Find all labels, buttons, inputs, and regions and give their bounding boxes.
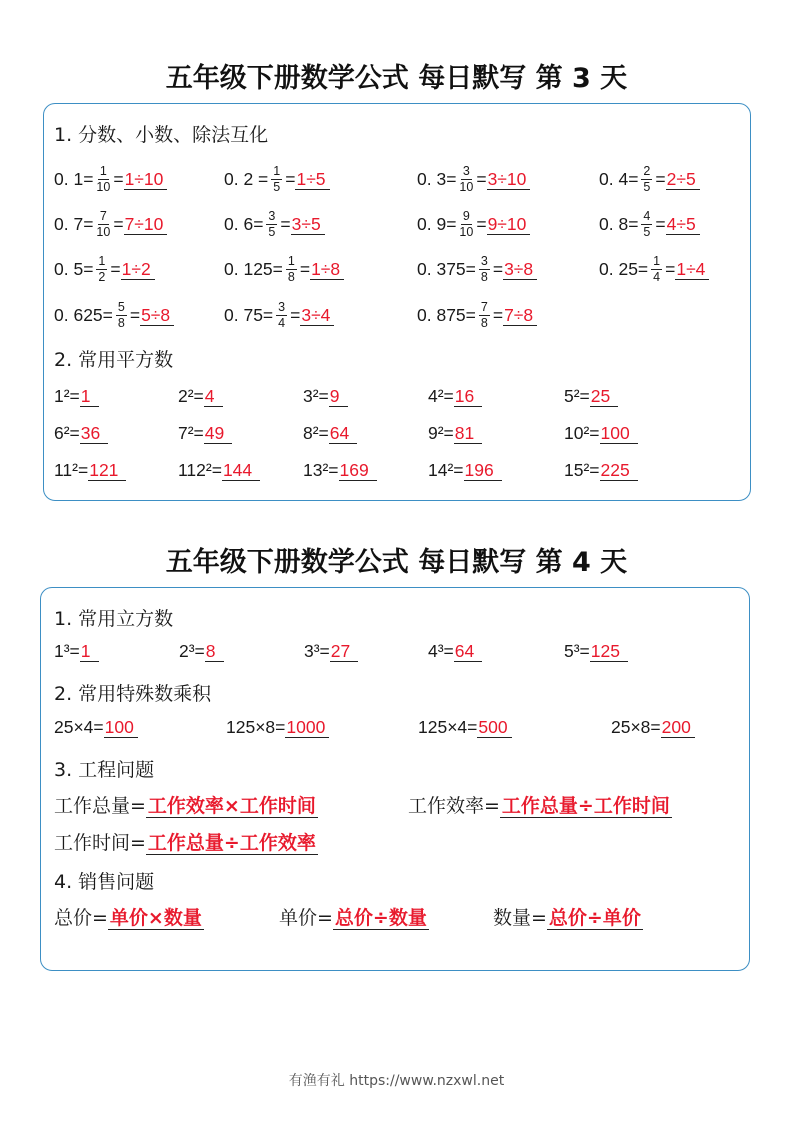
division-answer: 4÷5: [666, 214, 700, 235]
division-answer: 3÷4: [300, 305, 334, 326]
sales-formula: [54, 903, 204, 930]
numerator: 1: [98, 253, 106, 268]
denominator: 10: [459, 224, 474, 239]
division-answer: 5÷8: [140, 305, 174, 326]
decimal-label: 0. 9=: [417, 213, 457, 234]
square-item: [54, 386, 99, 407]
cube-answer: 64: [454, 641, 482, 662]
square-item: [178, 460, 260, 481]
denominator: 4: [278, 315, 286, 330]
division-answer: 1÷10: [124, 169, 168, 190]
product-answer: 200: [661, 717, 695, 738]
square-answer: 100: [600, 423, 638, 444]
square-expression: 5²=: [564, 386, 590, 406]
fraction: [116, 301, 127, 330]
equals-sign: =: [665, 258, 676, 279]
square-item: [428, 423, 482, 444]
square-item: [178, 386, 223, 407]
product-item: [611, 717, 695, 738]
section-heading-engineering: 3. 工程问题: [54, 759, 155, 781]
decimal-label: 0. 8=: [599, 213, 639, 234]
decimal-label: 0. 3=: [417, 168, 457, 189]
denominator: 5: [643, 224, 651, 239]
engineering-formula: [54, 791, 318, 818]
numerator: 7: [99, 208, 107, 223]
square-expression: 15²=: [564, 460, 600, 480]
product-item: [54, 717, 138, 738]
cube-answer: 1: [80, 641, 99, 662]
fraction: [641, 165, 652, 194]
formula-answer: 工作效率×工作时间: [147, 795, 316, 817]
division-answer: 9÷10: [487, 214, 531, 235]
equals-sign: =: [290, 304, 301, 325]
equals-sign: =: [280, 213, 291, 234]
section-heading-sales: 4. 销售问题: [54, 871, 155, 893]
denominator: 8: [480, 269, 488, 284]
square-answer: 25: [590, 386, 618, 407]
equals-sign: =: [285, 168, 296, 189]
denominator: 5: [268, 224, 276, 239]
square-expression: 10²=: [564, 423, 600, 443]
square-answer: 1: [80, 386, 99, 407]
equals-sign: =: [476, 168, 487, 189]
equals-sign: =: [129, 304, 141, 325]
product-item: [226, 717, 329, 738]
footer-watermark: 有渔有礼 https://www.nzxwl.net: [288, 1073, 505, 1089]
square-item: [564, 460, 638, 481]
fraction: [266, 210, 277, 239]
square-answer: 9: [329, 386, 348, 407]
formula-answer: 总价÷单价: [548, 907, 641, 929]
square-answer: 169: [339, 460, 377, 481]
decimal-label: 0. 75=: [224, 304, 274, 325]
square-item: [303, 386, 348, 407]
decimal-label: 0. 7=: [54, 213, 94, 234]
equals-sign: =: [110, 258, 121, 279]
square-item: [303, 423, 357, 444]
cube-item: [564, 641, 628, 662]
division-answer: 1÷8: [310, 259, 344, 280]
fraction: [96, 210, 110, 239]
formula-label: 单价=: [279, 907, 333, 929]
day3-box: [43, 103, 751, 501]
engineering-formula: [408, 791, 672, 818]
decimal-label: 0. 5=: [54, 258, 94, 279]
square-item: [564, 423, 638, 444]
square-answer: 196: [464, 460, 502, 481]
denominator: 5: [273, 179, 281, 194]
square-answer: 225: [600, 460, 638, 481]
square-expression: 7²=: [178, 423, 204, 443]
formula-label: 工作效率=: [408, 795, 500, 817]
square-answer: 121: [88, 460, 126, 481]
cube-item: [54, 641, 99, 662]
equals-sign: =: [492, 304, 504, 325]
square-expression: 8²=: [303, 423, 329, 443]
numerator: 2: [643, 163, 651, 178]
denominator: 10: [459, 179, 474, 194]
square-answer: 81: [454, 423, 482, 444]
fraction-item: [54, 159, 167, 199]
square-item: [54, 460, 126, 481]
division-answer: 3÷8: [503, 259, 537, 280]
engineering-formula: [54, 828, 318, 855]
numerator: 5: [117, 299, 125, 314]
fraction-item: [54, 249, 155, 289]
section-heading-cubes: 1. 常用立方数: [54, 608, 174, 630]
formula-label: 总价=: [54, 907, 108, 929]
fraction: [459, 210, 473, 239]
fraction: [479, 255, 490, 284]
square-item: [564, 386, 618, 407]
equals-sign: =: [113, 213, 124, 234]
decimal-label: 0. 375=: [417, 258, 476, 279]
decimal-label: 0. 25=: [599, 258, 649, 279]
fraction-item: [224, 295, 334, 335]
fraction: [651, 255, 662, 284]
page-title-day3: 五年级下册数学公式 每日默写 第 3 天: [165, 63, 628, 94]
product-answer: 1000: [285, 717, 329, 738]
square-item: [54, 423, 108, 444]
division-answer: 3÷5: [291, 214, 325, 235]
sales-formula: [493, 903, 643, 930]
equals-sign: =: [655, 168, 666, 189]
formula-label: 数量=: [493, 907, 547, 929]
square-expression: 13²=: [303, 460, 339, 480]
product-item: [418, 717, 512, 738]
decimal-label: 0. 4=: [599, 168, 639, 189]
product-answer: 100: [104, 717, 138, 738]
sales-formula: [279, 903, 429, 930]
square-expression: 3²=: [303, 386, 329, 406]
numerator: 3: [268, 208, 276, 223]
division-answer: 7÷8: [503, 305, 537, 326]
denominator: 4: [653, 269, 661, 284]
division-answer: 3÷10: [487, 169, 531, 190]
decimal-label: 0. 6=: [224, 213, 264, 234]
square-expression: 6²=: [54, 423, 80, 443]
formula-answer: 总价÷数量: [334, 907, 427, 929]
cube-answer: 27: [330, 641, 358, 662]
square-answer: 144: [222, 460, 260, 481]
equals-sign: =: [655, 213, 666, 234]
square-expression: 112²=: [178, 460, 222, 480]
denominator: 8: [117, 315, 125, 330]
square-answer: 4: [204, 386, 223, 407]
denominator: 2: [98, 269, 106, 284]
denominator: 10: [96, 224, 111, 239]
formula-answer: 工作总量÷工作效率: [147, 832, 316, 854]
square-item: [428, 460, 502, 481]
decimal-label: 0. 2 =: [224, 168, 269, 189]
formula-label: 工作时间=: [54, 832, 146, 854]
formula-answer: 工作总量÷工作时间: [501, 795, 670, 817]
equals-sign: =: [492, 258, 504, 279]
cube-expression: 3³=: [304, 641, 330, 661]
division-answer: 7÷10: [124, 214, 168, 235]
square-item: [428, 386, 482, 407]
fraction-item: [224, 159, 330, 199]
numerator: 4: [643, 208, 651, 223]
fraction-item: [599, 204, 700, 244]
section-heading-fraction: 1. 分数、小数、除法互化: [54, 124, 269, 146]
square-answer: 49: [204, 423, 232, 444]
product-expression: 25×4=: [54, 717, 104, 737]
product-expression: 125×8=: [226, 717, 286, 737]
fraction-item: [224, 204, 325, 244]
fraction-item: [54, 295, 174, 335]
decimal-label: 0. 125=: [224, 258, 283, 279]
cube-expression: 2³=: [179, 641, 205, 661]
square-item: [303, 460, 377, 481]
fraction-item: [599, 159, 700, 199]
fraction-item: [417, 249, 537, 289]
equals-sign: =: [113, 168, 124, 189]
formula-label: 工作总量=: [54, 795, 146, 817]
denominator: 5: [643, 179, 651, 194]
numerator: 1: [653, 253, 661, 268]
numerator: 9: [462, 208, 470, 223]
page-title-day4: 五年级下册数学公式 每日默写 第 4 天: [165, 547, 628, 578]
decimal-label: 0. 1=: [54, 168, 94, 189]
fraction: [459, 165, 473, 194]
day4-box: [40, 587, 750, 971]
fraction: [641, 210, 652, 239]
division-answer: 1÷2: [121, 259, 155, 280]
cube-answer: 8: [205, 641, 224, 662]
equals-sign: =: [476, 213, 487, 234]
cube-expression: 4³=: [428, 641, 454, 661]
numerator: 3: [462, 163, 470, 178]
fraction: [96, 255, 107, 284]
cube-answer: 125: [590, 641, 628, 662]
cube-item: [179, 641, 224, 662]
section-heading-squares: 2. 常用平方数: [54, 349, 174, 371]
fraction: [479, 301, 490, 330]
product-expression: 125×4=: [418, 717, 478, 737]
fraction-item: [417, 295, 537, 335]
decimal-label: 0. 875=: [417, 304, 476, 325]
denominator: 10: [96, 179, 111, 194]
fraction-item: [224, 249, 344, 289]
numerator: 1: [273, 163, 281, 178]
numerator: 3: [480, 253, 488, 268]
division-answer: 1÷4: [675, 259, 709, 280]
fraction: [286, 255, 297, 284]
fraction: [96, 165, 110, 194]
numerator: 3: [278, 299, 286, 314]
formula-answer: 单价×数量: [109, 907, 202, 929]
square-expression: 2²=: [178, 386, 204, 406]
square-answer: 16: [454, 386, 482, 407]
fraction: [276, 301, 287, 330]
square-expression: 4²=: [428, 386, 454, 406]
numerator: 1: [287, 253, 295, 268]
denominator: 8: [287, 269, 295, 284]
fraction-item: [417, 159, 530, 199]
numerator: 1: [99, 163, 107, 178]
cube-item: [428, 641, 482, 662]
equals-sign: =: [299, 258, 311, 279]
square-expression: 1²=: [54, 386, 80, 406]
decimal-label: 0. 625=: [54, 304, 113, 325]
square-expression: 9²=: [428, 423, 454, 443]
product-answer: 500: [477, 717, 511, 738]
square-expression: 14²=: [428, 460, 464, 480]
numerator: 7: [480, 299, 488, 314]
fraction-item: [417, 204, 530, 244]
fraction-item: [599, 249, 709, 289]
cube-item: [304, 641, 358, 662]
square-expression: 11²=: [54, 460, 89, 480]
cube-expression: 5³=: [564, 641, 590, 661]
square-item: [178, 423, 232, 444]
fraction-item: [54, 204, 167, 244]
square-answer: 64: [329, 423, 357, 444]
denominator: 8: [480, 315, 488, 330]
product-expression: 25×8=: [611, 717, 661, 737]
section-heading-products: 2. 常用特殊数乘积: [54, 683, 212, 705]
division-answer: 2÷5: [666, 169, 700, 190]
square-answer: 36: [80, 423, 108, 444]
division-answer: 1÷5: [295, 169, 329, 190]
fraction: [271, 165, 282, 194]
cube-expression: 1³=: [54, 641, 80, 661]
